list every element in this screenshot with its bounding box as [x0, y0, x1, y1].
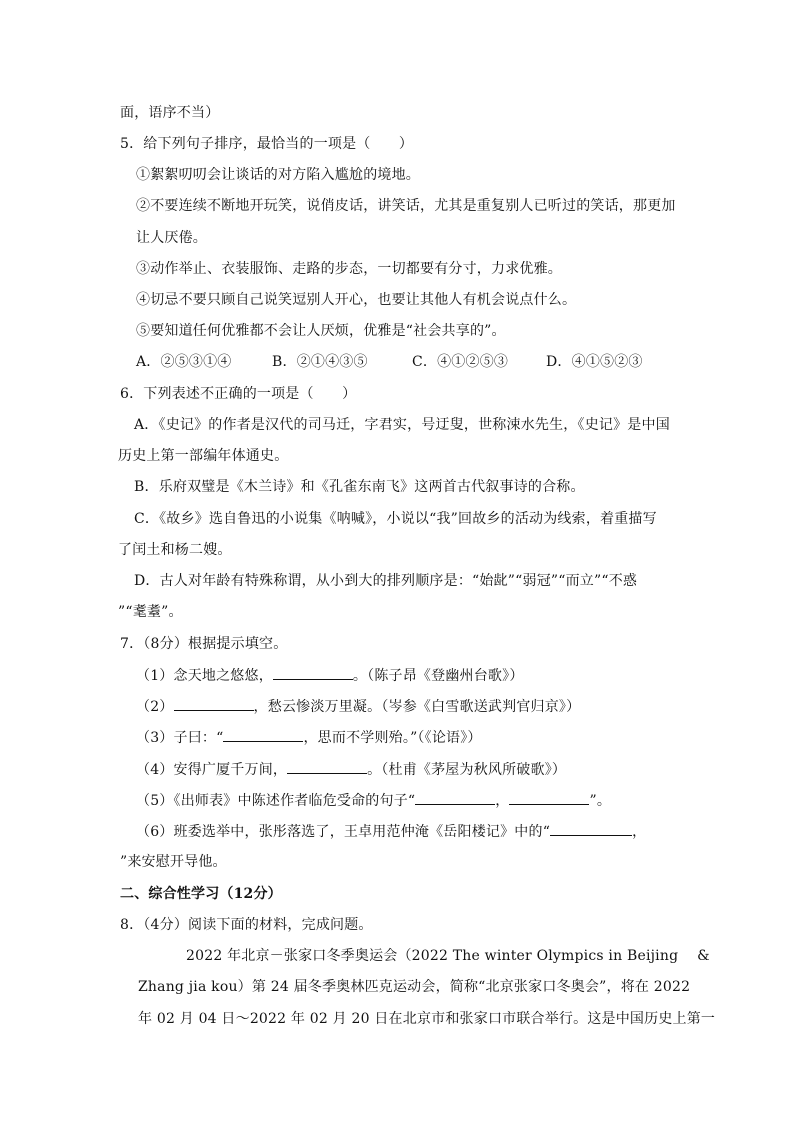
question-8-title: 8．（4分）阅读下面的材料，完成问题。 [120, 917, 373, 933]
q5-sentence-5: ⑤要知道任何优雅都不会让人厌烦，优雅是“社会共享的”。 [136, 323, 506, 339]
q7-5-prefix: （5）《出师表》中陈述作者临危受命的句子“ [136, 793, 416, 809]
q6-option-c: C．《故乡》选自鲁迅的小说集《呐喊》，小说以“我”回故乡的活动为线索，着重描写 [134, 511, 657, 527]
q7-5-suffix: ”。 [589, 793, 612, 809]
answer-blank[interactable] [509, 790, 589, 805]
q5-sentence-2: ②不要连续不断地开玩笑，说俏皮话，讲笑话，尤其是重复别人已听过的笑话，那更加 [136, 198, 676, 214]
q6-option-a-cont: 历史上第一部编年体通史。 [118, 448, 289, 464]
q5-option-c: C．④①②⑤③ [412, 354, 509, 370]
question-6-title: 6．下列表述不正确的一项是（ ） [120, 386, 357, 402]
q8-passage-line-2: Zhang jia kou）第 24 届冬季奥林匹克运动会，简称“北京张家口冬奥会”，将在 2022 [138, 979, 691, 995]
q7-1-prefix: （1）念天地之悠悠， [136, 668, 273, 684]
q7-1-suffix: 。（陈子昂《登幽州台歌》） [352, 668, 524, 684]
question-7-title: 7．（8分）根据提示填空。 [120, 636, 288, 652]
q6-option-a: A．《史记》的作者是汉代的司马迁，字君实，号迂叟，世称涑水先生，《史记》是中国 [134, 417, 670, 433]
q8-passage-line-1: 2022 年北京－张家口冬季奥运会（2022 The winter Olympics in Beijing & [186, 948, 710, 964]
q7-5-comma: ， [495, 793, 510, 809]
q8-passage-line-3: 年 02 月 04 日～2022 年 02 月 20 日在北京市和张家口市联合举行。这是中国历史上第一 [138, 1011, 716, 1027]
q5-sentence-1: ①絮絮叨叨会让谈话的对方陷入尴尬的境地。 [136, 167, 420, 183]
q5-sentence-2-cont: 让人厌倦。 [136, 230, 207, 246]
q7-item-2 [136, 696, 580, 717]
q7-4-suffix: 。（杜甫《茅屋为秋风所破歌》） [367, 762, 567, 778]
q7-item-1 [136, 665, 524, 686]
q7-6-suffix: ”来安慰开导他。 [120, 854, 227, 870]
q7-3-prefix: （3）子曰：“ [136, 730, 224, 746]
answer-blank[interactable] [287, 759, 367, 774]
q7-item-5 [136, 790, 611, 811]
q5-option-b: B．②①④③⑤ [272, 354, 368, 370]
q7-item-3 [136, 727, 482, 748]
answer-blank[interactable] [415, 790, 495, 805]
q5-option-a: A．②⑤③①④ [136, 354, 232, 370]
continued-text: 面，语序不当） [120, 105, 220, 121]
q6-option-c-cont: 了闰土和杨二嫂。 [118, 542, 232, 558]
q7-2-suffix: ，愁云惨淡万里凝。（岑参《白雪歌送武判官归京》） [253, 699, 581, 715]
q7-item-4 [136, 759, 566, 780]
q5-sentence-3: ③动作举止、衣装服饰、走路的步态，一切都要有分寸，力求优雅。 [136, 261, 562, 277]
answer-blank[interactable] [273, 665, 353, 680]
q7-item-6 [136, 821, 646, 842]
q5-sentence-4: ④切忌不要只顾自己说笑逗别人开心，也要让其他人有机会说点什么。 [136, 292, 577, 308]
q7-2-prefix: （2） [136, 699, 174, 715]
q7-4-prefix: （4）安得广厦千万间， [136, 762, 288, 778]
section-2-heading: 二、综合性学习（12分） [120, 886, 282, 902]
q7-item-6-cont [120, 852, 227, 872]
question-5-title: 5．给下列句子排序，最恰当的一项是（ ） [120, 136, 414, 152]
q6-option-d: D．古人对年龄有特殊称谓，从小到大的排列顺序是：“始龀”“弱冠”“而立”“不惑 [134, 573, 638, 589]
answer-blank[interactable] [550, 821, 632, 836]
q5-option-d: D．④①⑤②③ [546, 354, 643, 370]
answer-blank[interactable] [174, 696, 254, 711]
q6-option-d-cont: ”“耄耋”。 [118, 604, 183, 620]
q7-3-suffix: ，思而不学则殆。”（《论语》） [303, 730, 482, 746]
q7-6-prefix: （6）班委选举中，张彤落选了，王卓用范仲淹《岳阳楼记》中的“ [136, 824, 551, 840]
q7-6-comma: ， [632, 824, 647, 840]
q6-option-b: B．乐府双璧是《木兰诗》和《孔雀东南飞》这两首古代叙事诗的合称。 [134, 479, 585, 495]
answer-blank[interactable] [223, 727, 303, 742]
